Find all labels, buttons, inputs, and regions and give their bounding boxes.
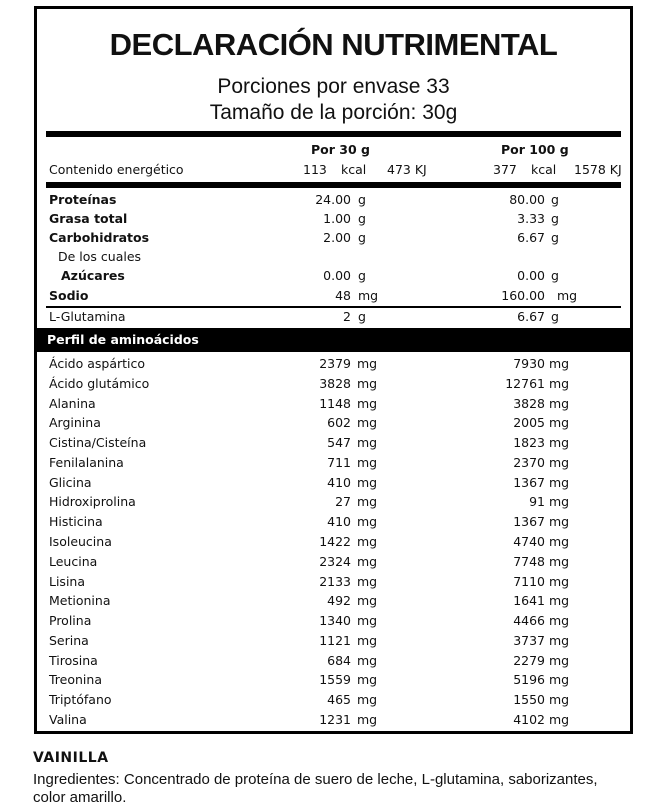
- amino-name: Hidroxiprolina: [49, 494, 136, 509]
- nutrient-unit-per30: g: [358, 192, 366, 207]
- amino-unit-per30: mg: [357, 613, 378, 628]
- energy-label: Contenido energético: [49, 162, 184, 177]
- amino-unit-per100: mg: [549, 356, 570, 371]
- nutrient-unit-per100: g: [551, 192, 559, 207]
- amino-unit-per30: mg: [357, 653, 378, 668]
- nutrient-value-per100: 6.67: [517, 309, 545, 324]
- energy-kcal-unit: kcal: [341, 162, 367, 177]
- nutrient-unit-per30: g: [358, 230, 366, 245]
- amino-value-per100: 1367: [513, 475, 545, 490]
- nutrient-unit-per100: g: [551, 268, 559, 283]
- amino-value-per30: 492: [327, 593, 351, 608]
- amino-unit-per30: mg: [357, 396, 378, 411]
- nutrient-unit-per100: g: [551, 309, 559, 324]
- amino-value-per30: 1148: [319, 396, 351, 411]
- nutrient-value-per100: 3.33: [517, 211, 545, 226]
- amino-value-per30: 1559: [319, 672, 351, 687]
- amino-name: Triptófano: [49, 692, 112, 707]
- amino-value-per100: 1823: [513, 435, 545, 450]
- amino-unit-per30: mg: [357, 514, 378, 529]
- energy-kcal-unit: kcal: [531, 162, 557, 177]
- amino-unit-per30: mg: [357, 376, 378, 391]
- amino-value-per100: 1550: [513, 692, 545, 707]
- amino-unit-per30: mg: [357, 455, 378, 470]
- nutrient-name: Grasa total: [49, 211, 128, 226]
- amino-value-per100: 7748: [513, 554, 545, 569]
- amino-name: Lisina: [49, 574, 86, 589]
- amino-unit-per100: mg: [549, 653, 570, 668]
- amino-name: Isoleucina: [49, 534, 112, 549]
- amino-unit-per100: mg: [549, 692, 570, 707]
- amino-unit-per100: mg: [549, 613, 570, 628]
- energy-per100-kcal: 377: [493, 162, 517, 177]
- amino-value-per100: 2005: [513, 415, 545, 430]
- amino-unit-per30: mg: [357, 593, 378, 608]
- amino-name: Metionina: [49, 593, 111, 608]
- divider-thin: [46, 306, 621, 308]
- amino-value-per30: 1422: [319, 534, 351, 549]
- amino-header-bar: [37, 328, 630, 352]
- amino-value-per100: 3737: [513, 633, 545, 648]
- amino-unit-per100: mg: [549, 672, 570, 687]
- nutrient-value-per100: 160.00: [501, 288, 545, 303]
- amino-value-per100: 1641: [513, 593, 545, 608]
- amino-name: Glicina: [49, 475, 92, 490]
- energy-per30-kj: 473 KJ: [387, 162, 427, 177]
- amino-value-per100: 4102: [513, 712, 545, 727]
- amino-unit-per100: mg: [549, 475, 570, 490]
- amino-value-per100: 12761: [505, 376, 545, 391]
- amino-name: Prolina: [49, 613, 92, 628]
- amino-value-per100: 3828: [513, 396, 545, 411]
- amino-value-per30: 410: [327, 475, 351, 490]
- amino-value-per100: 7110: [513, 574, 545, 589]
- amino-name: Leucina: [49, 554, 98, 569]
- amino-value-per30: 711: [327, 455, 351, 470]
- nutrient-unit-per30: mg: [358, 288, 379, 303]
- amino-value-per30: 684: [327, 653, 351, 668]
- amino-unit-per100: mg: [549, 455, 570, 470]
- amino-value-per100: 7930: [513, 356, 545, 371]
- nutrient-value-per30: 1.00: [323, 211, 351, 226]
- amino-name: Alanina: [49, 396, 96, 411]
- amino-unit-per100: mg: [549, 534, 570, 549]
- amino-value-per30: 1231: [319, 712, 351, 727]
- servings-per-container: Porciones por envase 33: [217, 75, 450, 98]
- nutrient-name: Carbohidratos: [49, 230, 150, 245]
- amino-name: Valina: [49, 712, 87, 727]
- amino-unit-per30: mg: [357, 475, 378, 490]
- amino-name: Tirosina: [49, 653, 98, 668]
- nutrient-name: Sodio: [49, 288, 89, 303]
- amino-name: Histicina: [49, 514, 103, 529]
- amino-name: Cistina/Cisteína: [49, 435, 147, 450]
- amino-name: Treonina: [49, 672, 102, 687]
- amino-value-per100: 2370: [513, 455, 545, 470]
- amino-value-per30: 27: [335, 494, 351, 509]
- amino-name: Fenilalanina: [49, 455, 124, 470]
- nutrient-unit-per30: g: [358, 268, 366, 283]
- amino-unit-per100: mg: [549, 712, 570, 727]
- nutrient-name: L-Glutamina: [49, 309, 126, 324]
- amino-unit-per100: mg: [549, 593, 570, 608]
- amino-value-per100: 2279: [513, 653, 545, 668]
- amino-value-per30: 547: [327, 435, 351, 450]
- amino-unit-per30: mg: [357, 415, 378, 430]
- nutrient-name: De los cuales: [58, 249, 142, 264]
- amino-unit-per30: mg: [357, 574, 378, 589]
- amino-unit-per30: mg: [357, 672, 378, 687]
- amino-unit-per100: mg: [549, 574, 570, 589]
- amino-value-per30: 1121: [319, 633, 351, 648]
- nutrient-unit-per30: g: [358, 211, 366, 226]
- amino-name: Arginina: [49, 415, 101, 430]
- amino-value-per30: 3828: [319, 376, 351, 391]
- amino-name: Ácido aspártico: [49, 356, 146, 371]
- amino-unit-per30: mg: [357, 692, 378, 707]
- nutrient-unit-per30: g: [358, 309, 366, 324]
- energy-per100-kj: 1578 KJ: [574, 162, 622, 177]
- amino-value-per100: 91: [529, 494, 545, 509]
- nutrient-value-per100: 6.67: [517, 230, 545, 245]
- divider-thick: [46, 131, 621, 137]
- amino-value-per30: 2324: [319, 554, 351, 569]
- amino-value-per100: 4466: [513, 613, 545, 628]
- label-title: DECLARACIÓN NUTRIMENTAL: [109, 27, 558, 62]
- amino-unit-per30: mg: [357, 494, 378, 509]
- flavor-name: VAINILLA: [33, 750, 109, 766]
- amino-unit-per30: mg: [357, 712, 378, 727]
- serving-size: Tamaño de la porción: 30g: [209, 101, 458, 124]
- amino-value-per100: 1367: [513, 514, 545, 529]
- amino-value-per30: 602: [327, 415, 351, 430]
- column-header-per100: Por 100 g: [501, 142, 569, 157]
- energy-per30-kcal: 113: [303, 162, 327, 177]
- amino-unit-per30: mg: [357, 356, 378, 371]
- amino-unit-per30: mg: [357, 534, 378, 549]
- amino-value-per100: 5196: [513, 672, 545, 687]
- nutrient-value-per30: 0.00: [323, 268, 351, 283]
- amino-header: Perfil de aminoácidos: [47, 332, 199, 347]
- nutrient-unit-per100: g: [551, 230, 559, 245]
- nutrient-value-per30: 48: [335, 288, 351, 303]
- amino-value-per100: 4740: [513, 534, 545, 549]
- ingredients-text: Ingredientes: Concentrado de proteína de suero de leche, L-glutamina, saborizantes, color amarillo.: [33, 771, 598, 806]
- amino-value-per30: 2133: [319, 574, 351, 589]
- nutrient-value-per30: 24.00: [315, 192, 351, 207]
- amino-unit-per30: mg: [357, 435, 378, 450]
- amino-value-per30: 2379: [319, 356, 351, 371]
- amino-name: Serina: [49, 633, 89, 648]
- amino-unit-per100: mg: [549, 633, 570, 648]
- amino-value-per30: 465: [327, 692, 351, 707]
- amino-value-per30: 410: [327, 514, 351, 529]
- column-header-per30: Por 30 g: [311, 142, 370, 157]
- nutrient-unit-per100: mg: [557, 288, 578, 303]
- divider-thick: [46, 182, 621, 188]
- nutrition-label: [34, 6, 633, 734]
- nutrient-name: Proteínas: [49, 192, 117, 207]
- amino-unit-per100: mg: [549, 514, 570, 529]
- amino-unit-per30: mg: [357, 554, 378, 569]
- amino-unit-per100: mg: [549, 554, 570, 569]
- nutrient-value-per30: 2: [343, 309, 351, 324]
- amino-unit-per100: mg: [549, 376, 570, 391]
- nutrient-value-per100: 80.00: [509, 192, 545, 207]
- amino-unit-per100: mg: [549, 396, 570, 411]
- amino-unit-per100: mg: [549, 435, 570, 450]
- amino-unit-per100: mg: [549, 415, 570, 430]
- nutrient-value-per30: 2.00: [323, 230, 351, 245]
- amino-unit-per30: mg: [357, 633, 378, 648]
- amino-value-per30: 1340: [319, 613, 351, 628]
- nutrient-unit-per100: g: [551, 211, 559, 226]
- nutrient-name: Azúcares: [61, 268, 125, 283]
- nutrient-value-per100: 0.00: [517, 268, 545, 283]
- amino-unit-per100: mg: [549, 494, 570, 509]
- amino-name: Ácido glutámico: [49, 376, 150, 391]
